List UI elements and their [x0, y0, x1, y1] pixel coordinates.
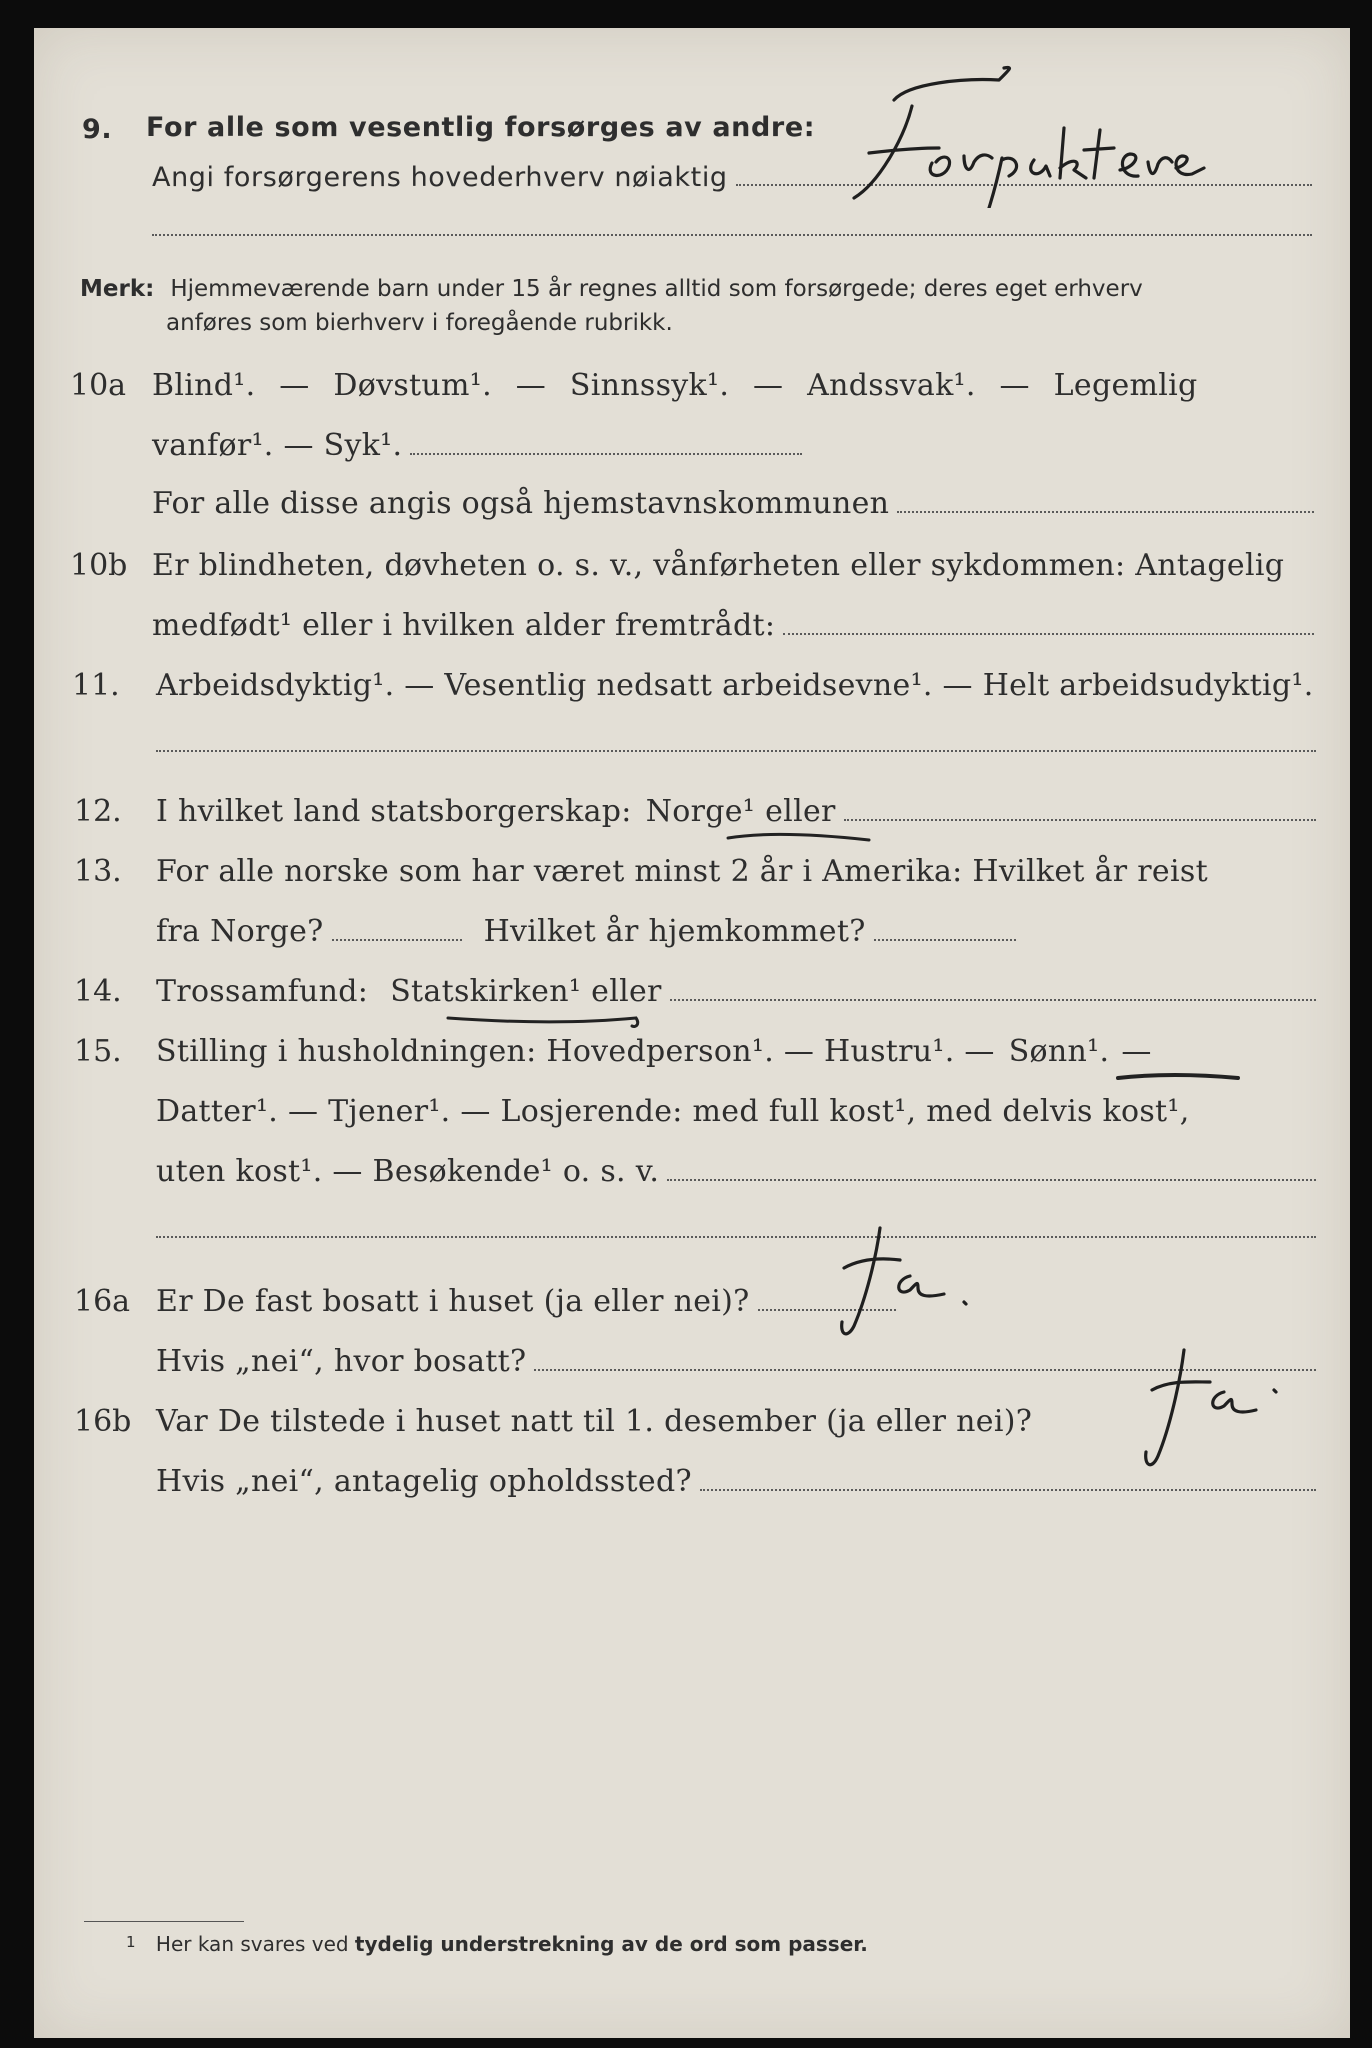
q12-question-text: I hvilket land statsborgerskap: [156, 794, 632, 829]
q10a-options-2: vanfør¹. — Syk¹. [152, 428, 403, 463]
q10b-answer-line [783, 633, 1314, 635]
q16a-question-text: Er De fast bosatt i huset (ja eller nei)? [156, 1284, 750, 1319]
q13-reist-text: fra Norge? [156, 914, 324, 949]
q9-question-text-2: Angi forsørgerens hovederhverv nøiaktig [152, 162, 728, 193]
q16b-opholdssted-text: Hvis „nei“, antagelig opholdssted? [156, 1464, 692, 1499]
merk-line2: anføres som bierhverv i foregående rubrikk. [166, 310, 673, 336]
merk-line1: Hjemmeværende barn under 15 år regnes alltid som forsørgede; deres eget erhverv [170, 276, 1143, 302]
q15-options-3: uten kost¹. — Besøkende¹ o. s. v. [156, 1154, 660, 1189]
q12-number: 12. [74, 794, 122, 829]
merk-label: Merk: [80, 276, 155, 302]
q15-sonn-option: Sønn¹. [1008, 1034, 1110, 1069]
q16b-question-text: Var De tilstede i huset natt til 1. desember (ja eller nei)? [156, 1404, 1033, 1439]
q14-question-text: Trossamfund: [156, 974, 369, 1009]
q11-line1 [156, 668, 1314, 703]
q16a-bosatt-text: Hvis „nei“, hvor bosatt? [156, 1344, 527, 1379]
merk-line2-row [166, 310, 673, 336]
q15-line2 [156, 1094, 1190, 1129]
footnote-text-plain: Her kan svares ved [155, 1932, 349, 1956]
q16b-opholdssted-line [700, 1489, 1316, 1491]
q13-hjemkommet-text: Hvilket år hjemkommet? [483, 914, 866, 949]
q16a-number: 16a [74, 1284, 131, 1319]
q10a-line1 [152, 368, 1314, 403]
q10b-question-text: Er blindheten, døvheten o. s. v., vånførheten eller sykdommen: Antagelig [152, 548, 1285, 583]
q10a-line2 [152, 428, 802, 463]
q13-question-text: For alle norske som har været minst 2 år i Amerika: Hvilket år reist [156, 854, 1208, 889]
q10a-hjemstavn-text: For alle disse angis også hjemstavnskommunen [152, 486, 890, 521]
q13-line1 [156, 854, 1208, 889]
q16a-handwritten-answer [814, 1218, 994, 1348]
q15-line3 [156, 1154, 1316, 1189]
q12-eller: eller [765, 794, 836, 829]
q15-options-2: Datter¹. — Tjener¹. — Losjerende: med full kost¹, med delvis kost¹, [156, 1094, 1190, 1129]
q10a-hjemstavn-line [897, 511, 1314, 513]
q14-line [156, 974, 1316, 1009]
q16a-line1 [156, 1284, 896, 1319]
q14-eller: eller [591, 974, 662, 1009]
q12-norge-option: Norge¹ [645, 794, 756, 829]
q14-statskirken-option: Statskirken¹ [390, 974, 582, 1009]
q10b-line2 [152, 608, 1314, 643]
q9-line1 [146, 112, 815, 143]
q12-answer-line [844, 819, 1316, 821]
q10a-line3 [152, 486, 1314, 521]
q13-number: 13. [74, 854, 122, 889]
q14-number: 14. [74, 974, 122, 1009]
q11-number: 11. [72, 668, 120, 703]
q12-line [156, 794, 1316, 829]
q15-answer-line [667, 1179, 1316, 1181]
q9-question-text: For alle som vesentlig forsørges av andre: [146, 112, 816, 143]
footnote-text-bold: tydelig understrekning av de ord som passer. [354, 1932, 868, 1956]
q16b-line2 [156, 1464, 1316, 1499]
q10a-answer-line [410, 453, 802, 455]
footnote-rule [84, 1921, 244, 1922]
q11-options: Arbeidsdyktig¹. — Vesentlig nedsatt arbeidsevne¹. — Helt arbeidsudyktig¹. [156, 668, 1314, 703]
q10a-options: Blind¹. — Døvstum¹. — Sinnssyk¹. — Andssvak¹. — Legemlig [152, 368, 1198, 403]
q9-extra-answer-line [152, 234, 1312, 236]
q13-hjemkommet-line [874, 939, 1016, 941]
q16b-handwritten-answer [1114, 1332, 1314, 1482]
q15-question-text: Stilling i husholdningen: Hovedperson¹. — Hustru¹. — [156, 1034, 995, 1069]
q15-number: 15. [74, 1034, 122, 1069]
footnote [126, 1932, 868, 1956]
footnote-mark: 1 [126, 1933, 136, 1951]
q16b-number: 16b [74, 1404, 132, 1439]
q11-answer-line [156, 750, 1316, 752]
q10b-question-text-2: medfødt¹ eller i hvilken alder fremtrådt: [152, 608, 776, 643]
q15-line1 [156, 1034, 1152, 1069]
merk-note [80, 276, 1143, 302]
q13-reist-line [332, 939, 462, 941]
census-form-page [34, 28, 1350, 2038]
q9-number: 9. [82, 114, 113, 145]
q10b-number: 10b [70, 548, 128, 583]
q10b-line1 [152, 548, 1284, 583]
q9-handwritten-answer [824, 58, 1264, 208]
q14-underline-mark [444, 1010, 644, 1034]
q12-underline-mark [724, 828, 874, 848]
q15-extra-answer-line [156, 1236, 1316, 1238]
q15-dash: — [1121, 1034, 1152, 1069]
q13-line2 [156, 914, 1016, 949]
q15-underline-mark [1114, 1068, 1244, 1088]
q10a-number: 10a [70, 368, 127, 403]
q14-answer-line [670, 999, 1316, 1001]
